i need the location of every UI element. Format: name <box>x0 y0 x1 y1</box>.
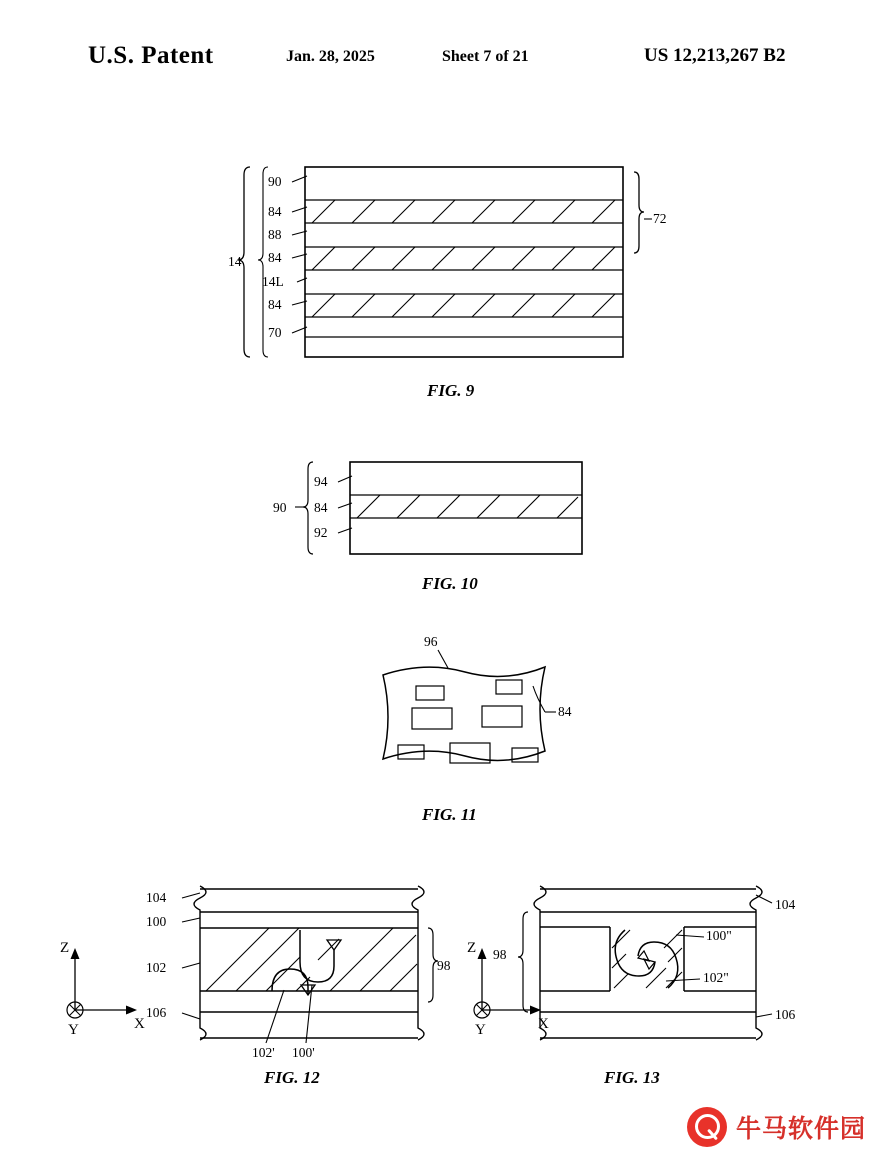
watermark-text: 牛马软件园 <box>735 1115 866 1143</box>
fig9-callout-84c: 84 <box>268 297 282 312</box>
fig9-callout-90: 90 <box>268 174 282 189</box>
fig10-callout-84: 84 <box>314 500 328 515</box>
fig12-axis-x: X <box>134 1016 145 1032</box>
fig12-callout-100p: 100' <box>292 1045 315 1060</box>
watermark-logo-icon <box>687 1107 727 1147</box>
fig13-callout-102dq: 102" <box>703 970 729 985</box>
fig9-callout-14L: 14L <box>262 274 284 289</box>
fig13-callout-100dq: 100" <box>706 928 732 943</box>
fig10-callout-92: 92 <box>314 525 328 540</box>
watermark <box>687 1107 866 1147</box>
fig13-axis-z: Z <box>467 940 477 956</box>
fig9-brace-14: 14 <box>228 254 242 269</box>
fig13-axis-y: Y <box>475 1022 486 1038</box>
fig13-label: FIG. 13 <box>604 1068 660 1087</box>
fig11-callout-84: 84 <box>558 704 572 719</box>
fig11-callout-96: 96 <box>424 634 438 649</box>
sheet-number: Sheet 7 of 21 <box>442 48 529 65</box>
fig9-label: FIG. 9 <box>427 381 475 400</box>
fig12-callout-102: 102 <box>146 960 167 975</box>
fig9-callout-88: 88 <box>268 227 282 242</box>
fig9-callout-84b: 84 <box>268 250 282 265</box>
patent-number: US 12,213,267 B2 <box>644 45 786 66</box>
fig12-brace-98: 98 <box>437 958 451 973</box>
fig10-brace-90: 90 <box>273 500 287 515</box>
fig9-callout-70: 70 <box>268 325 282 340</box>
fig12-callout-104: 104 <box>146 890 167 905</box>
fig12-callout-102p: 102' <box>252 1045 275 1060</box>
publication-date: Jan. 28, 2025 <box>286 48 375 65</box>
fig10-label: FIG. 10 <box>422 574 478 593</box>
fig13-brace-98: 98 <box>493 947 507 962</box>
patent-office-title: U.S. Patent <box>88 42 214 69</box>
fig12-axis-y: Y <box>68 1022 79 1038</box>
fig9-callout-84a: 84 <box>268 204 282 219</box>
fig11-label: FIG. 11 <box>422 805 477 824</box>
fig10-callout-94: 94 <box>314 474 328 489</box>
fig12-callout-100: 100 <box>146 914 167 929</box>
fig13-axis-x: X <box>538 1016 549 1032</box>
fig13-callout-106: 106 <box>775 1007 796 1022</box>
fig9-brace-72: 72 <box>653 211 667 226</box>
fig12-label: FIG. 12 <box>264 1068 320 1087</box>
fig13-callout-104: 104 <box>775 897 796 912</box>
fig12-axis-z: Z <box>60 940 70 956</box>
fig12-callout-106: 106 <box>146 1005 167 1020</box>
